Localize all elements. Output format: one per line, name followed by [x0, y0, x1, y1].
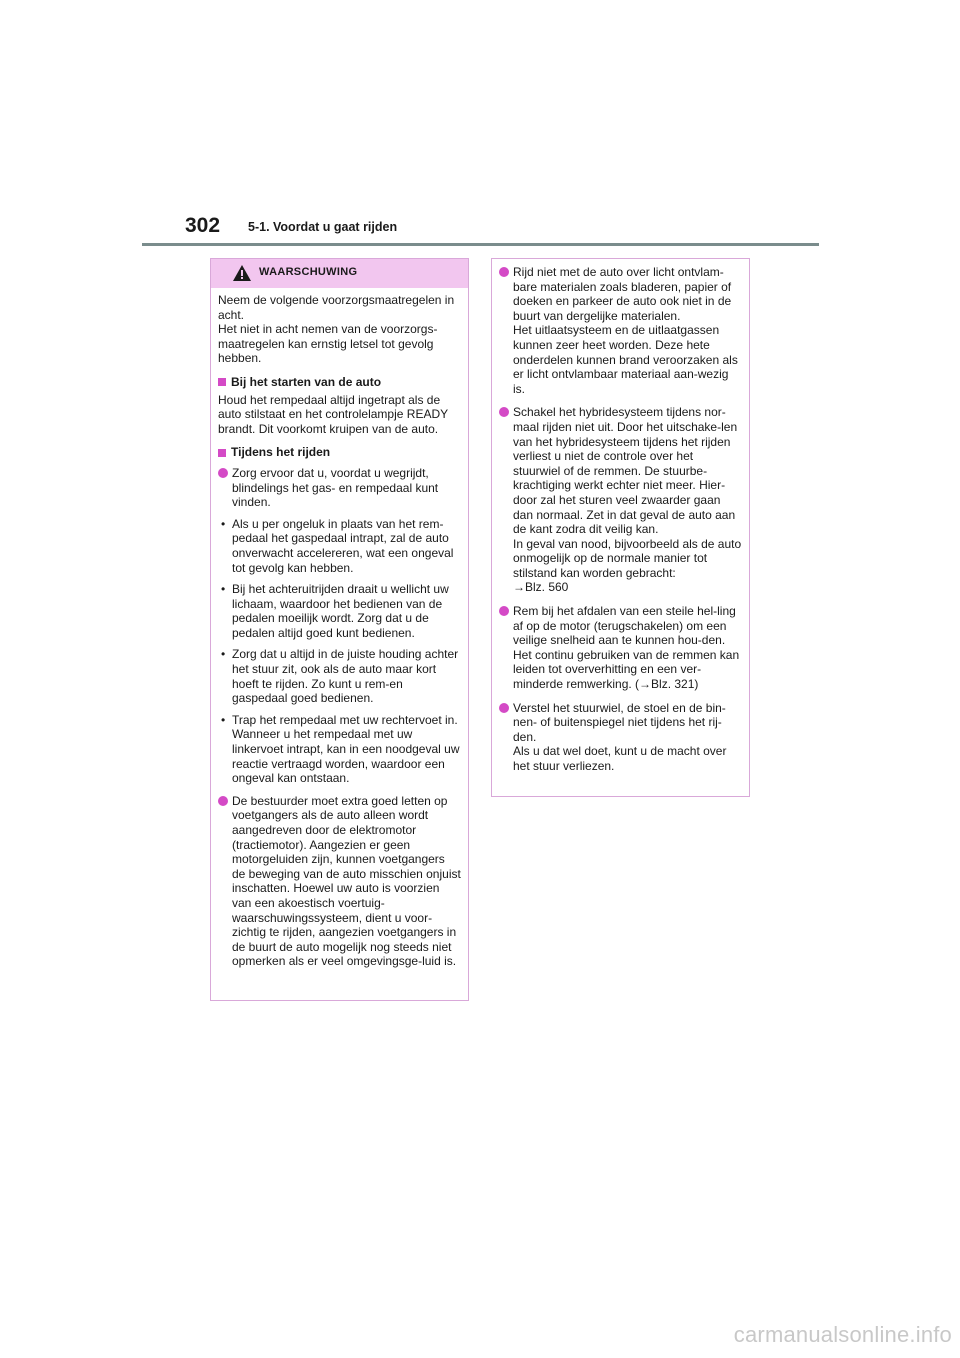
circle-bullet-icon [499, 703, 509, 713]
section-heading [218, 445, 461, 460]
circle-bullet-icon [499, 606, 509, 616]
warning-header [211, 259, 468, 288]
list-item-text: Rijd niet met de auto over licht ontvlam-bare materialen zoals bladeren, papier of doeken en parkeer de auto ook niet in de buurt van dergelijke materialen. Het uitlaatsysteem en de uitlaatgassen kunnen zeer heet worden. Deze hete onderdelen kunnen brand veroorzaken als er licht ontvlambaar materiaal aan-wezig is. [513, 265, 738, 396]
list-item [499, 604, 742, 692]
section-heading [218, 375, 461, 390]
circle-bullet-icon [218, 796, 228, 806]
section-title: 5-1. Voordat u gaat rijden [248, 220, 398, 234]
section-paragraph: Houd het rempedaal altijd ingetrapt als de auto stilstaat en het controlelampje READY brandt. Dit voorkomt kruipen van de auto. [218, 392, 448, 436]
dot-marker: • [221, 712, 226, 727]
list-item-text: Rem bij het afdalen van een steile hel-ling af op de motor (terugschakelen) om een veilige snelheid aan te kunnen hou-den. Het continu gebruiken van de remmen kan leiden tot oververhitting en een ver-minderde remwerking. (→Blz. 321) [513, 604, 740, 692]
list-item-text: Zorg ervoor dat u, voordat u wegrijdt, blindelings het gas- en rempedaal kunt vinden. [232, 465, 439, 510]
sub-list-item [218, 647, 461, 705]
sub-list-item [218, 713, 461, 786]
list-item-text: De bestuurder moet extra goed letten op voetgangers als de auto alleen wordt aangedreven door de elektromotor (tractiemotor). Aangezien er geen motorgeluiden zijn, kunnen voetgangers de beweging van de auto misschien onjuist inschatten. Hoewel uw auto is voorzien van een akoestisch voertuig-waarschuwingssysteem, dient u voor-zichtig te rijden, aangezien voetgangers in de buurt de auto mogelijk nog steeds niet opmerken als er veel omgevingsge-luid is. [232, 793, 461, 969]
warning-continuation-box [491, 258, 750, 797]
sub-list-item [218, 517, 461, 575]
continuation-body [492, 259, 749, 774]
circle-bullet-icon [499, 267, 509, 277]
square-bullet-icon [218, 378, 226, 386]
section-heading-text: Bij het starten van de auto [231, 374, 382, 389]
list-item [218, 466, 461, 510]
circle-bullet-icon [499, 407, 509, 417]
list-item [499, 701, 742, 774]
watermark: carmanualsonline.info [733, 1322, 952, 1347]
square-bullet-icon [218, 449, 226, 457]
sub-list-item-text: Zorg dat u altijd in de juiste houding achter het stuur zit, ook als de auto maar kort hoeft te rijden. Zo kunt u rem-en gaspedaal goed bedienen. [232, 647, 459, 706]
warning-triangle-icon [232, 264, 252, 282]
warning-title: WAARSCHUWING [259, 266, 358, 278]
warning-intro: Neem de volgende voorzorgsmaatregelen in acht. Het niet in acht nemen van de voorzorgs-maatregelen kan ernstig letsel tot gevolg hebben. [218, 293, 455, 366]
circle-bullet-icon [218, 468, 228, 478]
sub-list-item-text: Trap het rempedaal met uw rechtervoet in. Wanneer u het rempedaal met uw linkervoet intrapt, kan in een noodgeval uw reactie vertraagd worden, waardoor een ongeval kan ontstaan. [232, 712, 460, 786]
list-item [499, 265, 742, 396]
warning-box [210, 258, 469, 1001]
header-divider [142, 243, 819, 246]
sub-list-item [218, 582, 461, 640]
section-heading-text: Tijdens het rijden [231, 445, 331, 460]
dot-marker: • [221, 516, 226, 531]
dot-marker: • [221, 647, 226, 662]
list-item-text: Schakel het hybridesysteem tijdens nor-maal rijden niet uit. Door het uitschake-len van het hybridesysteem tijdens het rijden verliest u niet de controle over het stuurwiel of de remmen. De stuurbe-krachtiging werkt echter niet meer. Hier-door zal het sturen veel zwaarder gaan dan normaal. Zet in dat geval de auto aan de kant zodra dit veilig kan. In geval van nood, bijvoorbeeld als de auto onmogelijk op de normale manier tot stilstand kan worden gebracht: →Blz. 560 [513, 405, 742, 595]
dot-marker: • [221, 582, 226, 597]
list-item-text: Verstel het stuurwiel, de stoel en de bin-nen- of buitenspiegel niet tijdens het rij-den. Als u dat wel doet, kunt u de macht over het stuur verliezen. [513, 700, 727, 773]
page-header [0, 0, 960, 250]
list-item [499, 405, 742, 595]
sub-list-item-text: Als u per ongeluk in plaats van het rem-pedaal het gaspedaal intrapt, zal de auto onverwacht accelereren, wat een ongeval tot gevolg kan hebben. [232, 516, 454, 575]
page-number: 302 [185, 214, 221, 237]
warning-body [211, 288, 468, 969]
sub-list-item-text: Bij het achteruitrijden draait u wellicht uw lichaam, waardoor het bedienen van de pedalen moeilijk wordt. Zorg dat u de pedalen altijd goed kunt bedienen. [232, 582, 449, 640]
list-item [218, 794, 461, 969]
